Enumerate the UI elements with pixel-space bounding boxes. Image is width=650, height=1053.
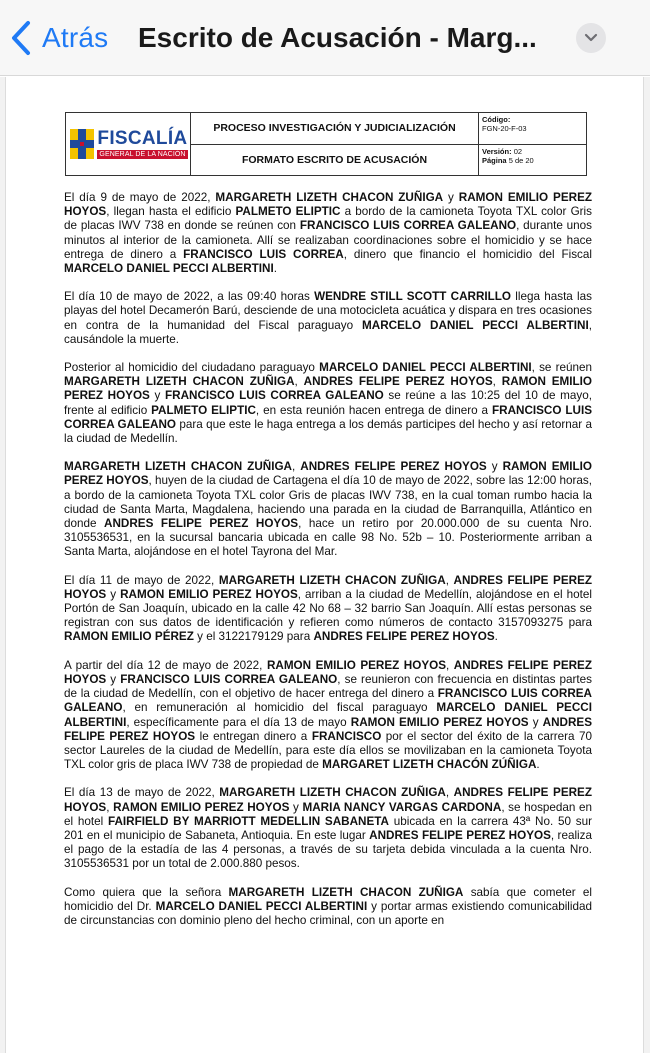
document-body xyxy=(64,191,592,942)
bold-name-text: PALMETO ELIPTIC xyxy=(151,403,256,417)
paragraph-text: por el sector del éxito de la carrera 70 sector Laureles de la ciudad de Medellín, para este día ellos se movilizaban en la camioneta Toyota TXL color gris de placa IWV 738 de propiedad de xyxy=(64,729,592,772)
body-paragraph xyxy=(64,574,592,645)
paragraph-text: a bordo de la camioneta Toyota TXL color Gris de placas IWV 738 en donde se reúnen con xyxy=(64,205,592,233)
body-paragraph xyxy=(64,361,592,446)
bold-name-text: ANDRES FELIPE PEREZ HOYOS xyxy=(313,630,495,644)
paragraph-text: Posterior al homicidio del ciudadano paraguayo xyxy=(64,361,320,375)
bold-name-text: MARCELO DANIEL PECCI ALBERTINI xyxy=(155,899,368,913)
header-title-cell xyxy=(191,113,479,175)
document-title: Escrito de Acusación - Marg... xyxy=(138,22,537,53)
paragraph-text: llega hasta las playas del hotel Decamerón Barú, desciende de una motocicleta acuática y dispara en tres ocasiones en contra de la humanidad del Fiscal paraguayo xyxy=(64,290,592,332)
paragraph-text: , dinero que financio el homicidio del Fiscal xyxy=(343,247,592,261)
bold-name-text: MARCELO DANIEL PECCI ALBERTINI xyxy=(64,262,274,276)
logo-name: FISCALÍA xyxy=(97,128,188,149)
paragraph-text: le entregan dinero a xyxy=(195,729,312,743)
process-title: PROCESO INVESTIGACIÓN Y JUDICIALIZACIÓN xyxy=(213,122,456,135)
body-paragraph xyxy=(64,786,592,871)
bold-name-text: FRANCISCO xyxy=(311,729,382,743)
bold-name-text: MARIA NANCY VARGAS CARDONA xyxy=(302,800,502,814)
paragraph-text: , xyxy=(492,375,502,389)
fiscalia-logo xyxy=(66,113,191,175)
paragraph-text: , se hospedan en el hotel xyxy=(64,800,593,828)
paragraph-text: , xyxy=(446,658,454,672)
bold-name-text: RAMON EMILIO PEREZ HOYOS xyxy=(64,375,593,403)
bold-name-text: RAMON EMILIO PEREZ HOYOS xyxy=(64,191,592,219)
paragraph-text: , huyen de la ciudad de Cartagena el día 10 de mayo de 2022, sobre las 12:00 horas, a bordo de la camioneta Toyota TXL color Gris de placas IWV 738, en la cual toman rumbo hacia la ciudad de Santa Marta, Magdalena, haciendo una parada en la ciudad de Barranquilla, Atlántico en donde xyxy=(64,474,592,531)
paragraph-text: . xyxy=(536,758,540,772)
bold-name-text: PALMETO ELIPTIC xyxy=(235,205,341,219)
paragraph-text: y xyxy=(443,191,459,204)
chevron-left-icon[interactable] xyxy=(10,20,32,56)
paragraph-text: . xyxy=(273,262,277,276)
document-page xyxy=(5,77,644,1053)
logo-subtitle: GENERAL DE LA NACIÓN xyxy=(99,151,186,158)
navigation-bar xyxy=(0,0,650,76)
bold-name-text: RAMON EMILIO PEREZ HOYOS xyxy=(350,715,529,729)
body-paragraph xyxy=(64,460,592,559)
bold-name-text: ANDRES FELIPE PEREZ HOYOS xyxy=(64,715,592,743)
bold-name-text: MARCELO DANIEL PECCI ALBERTINI xyxy=(319,361,532,375)
paragraph-text: y el 3122179129 para xyxy=(193,630,314,644)
bold-name-text: MARGARETH LIZETH CHACON ZUÑIGA xyxy=(215,191,444,204)
coat-of-arms-icon xyxy=(70,129,94,159)
bold-name-text: MARGARETH LIZETH CHACON ZUÑIGA xyxy=(219,786,446,800)
bold-name-text: ANDRES FELIPE PEREZ HOYOS xyxy=(303,375,493,389)
bold-name-text: ANDRES FELIPE PEREZ HOYOS xyxy=(64,658,592,686)
bold-name-text: MARCELO DANIEL PECCI ALBERTINI xyxy=(64,701,592,729)
paragraph-text: , específicamente para el día 13 de mayo xyxy=(126,715,351,729)
document-viewer[interactable] xyxy=(0,77,650,1053)
pagina-label: Página xyxy=(482,155,507,165)
bold-name-text: FRANCISCO LUIS CORREA xyxy=(183,247,344,261)
bold-name-text: MARGARETH LIZETH CHACON ZUÑIGA xyxy=(64,460,292,474)
paragraph-text: El día 13 de mayo de 2022, xyxy=(64,786,220,800)
bold-name-text: RAMON EMILIO PEREZ HOYOS xyxy=(120,587,298,601)
header-meta-cell xyxy=(479,113,586,175)
bold-name-text: ANDRES FELIPE PEREZ HOYOS xyxy=(104,517,299,531)
bold-name-text: ANDRES FELIPE PEREZ HOYOS xyxy=(64,786,592,814)
bold-name-text: ANDRES FELIPE PEREZ HOYOS xyxy=(369,828,551,842)
paragraph-text: y xyxy=(149,389,166,403)
chevron-down-icon[interactable] xyxy=(584,33,598,43)
paragraph-text: , se reúnen xyxy=(531,361,593,375)
paragraph-text: y portar armas existiendo comunicabilidad de circunstancias con dominio pleno del hecho criminal, con un aporte en xyxy=(64,899,592,927)
body-paragraph xyxy=(64,659,592,773)
paragraph-text: , llegan hasta el edificio xyxy=(106,205,236,219)
body-paragraph xyxy=(64,886,592,929)
version-label: Versión: xyxy=(482,146,512,156)
bold-name-text: RAMON EMILIO PEREZ HOYOS xyxy=(113,800,290,814)
paragraph-text: El día 9 de mayo de 2022, xyxy=(64,191,216,204)
format-title: FORMATO ESCRITO DE ACUSACIÓN xyxy=(191,144,478,176)
bold-name-text: RAMON EMILIO PEREZ HOYOS xyxy=(266,658,447,672)
paragraph-text: , xyxy=(106,800,114,814)
bold-name-text: RAMON EMILIO PÉREZ xyxy=(64,630,194,644)
paragraph-text: , hace un retiro por 20.000.000 de su cuenta Nro. 3105536531, en la sucursal bancaria ubicada en calle 98 No. 52b – 10. Posteriormente arriban a Santa Marta, alojándose en el hotel Tayrona del Mar. xyxy=(64,517,593,559)
bold-name-text: FRANCISCO LUIS CORREA GALEANO xyxy=(64,687,592,715)
paragraph-text: y xyxy=(528,715,543,729)
paragraph-text: , en esta reunión hacen entrega de dinero a xyxy=(255,403,492,417)
paragraph-text: , causándole la muerte. xyxy=(64,318,592,346)
paragraph-text: , xyxy=(294,375,304,389)
bold-name-text: MARGARETH LIZETH CHACON ZUÑIGA xyxy=(64,375,295,389)
paragraph-text: El día 10 de mayo de 2022, a las 09:40 horas xyxy=(64,290,315,304)
paragraph-text: para que este le haga entrega a los demás participes del hecho y así retornar a la ciudad de Medellín. xyxy=(64,417,592,446)
bold-name-text: MARGARETH LIZETH CHACON ZUÑIGA xyxy=(228,885,464,899)
bold-name-text: ANDRES FELIPE PEREZ HOYOS xyxy=(300,460,487,474)
bold-name-text: MARGARET LIZETH CHACÓN ZÚÑIGA xyxy=(322,758,537,772)
body-paragraph xyxy=(64,290,592,347)
bold-name-text: FRANCISCO LUIS CORREA GALEANO xyxy=(165,389,384,403)
paragraph-text: , durante unos minutos al interior de la camioneta. Allí se realizaban coordinaciones sobre el homicidio y se hace entrega de dinero a xyxy=(64,219,592,261)
paragraph-text: , xyxy=(445,786,454,800)
paragraph-text: . xyxy=(494,630,498,644)
paragraph-text: y xyxy=(106,672,121,686)
paragraph-text: ubicada en la carrera 43ª No. 50 sur 201 en el municipio de Sabaneta, Antioquia. En este lugar xyxy=(64,814,592,842)
paragraph-text: sabía que cometer el homicidio del Dr. xyxy=(64,885,593,913)
version-field xyxy=(479,144,586,176)
paragraph-text: y xyxy=(289,800,303,814)
bold-name-text: RAMON EMILIO PEREZ HOYOS xyxy=(64,460,593,488)
paragraph-text: , se reunieron con frecuencia en distintas partes de la ciudad de Medellín, con el objetivo de hacer entrega del dinero a xyxy=(64,672,593,701)
back-button[interactable] xyxy=(10,18,108,58)
title-menu-button[interactable] xyxy=(576,23,606,53)
bold-name-text: MARGARETH LIZETH CHACON ZUÑIGA xyxy=(218,573,446,587)
paragraph-text: A partir del día 12 de mayo de 2022, xyxy=(64,658,267,672)
bold-name-text: FRANCISCO LUIS CORREA GALEANO xyxy=(120,672,338,686)
back-label[interactable]: Atrás xyxy=(42,22,109,53)
paragraph-text: Como quiera que la señora xyxy=(64,885,229,899)
document-header-table xyxy=(65,112,587,176)
bold-name-text: FAIRFIELD BY MARRIOTT MEDELLIN SABANETA xyxy=(108,814,389,828)
paragraph-text: y xyxy=(486,460,503,474)
paragraph-text: , realiza el pago de la estadía de las 4 personas, a través de su tarjeta debida vinculada a la cuenta Nro. 3105536531 por un total de 2.000.880 pesos. xyxy=(64,828,592,871)
codigo-field xyxy=(479,113,586,144)
paragraph-text: , xyxy=(445,573,454,587)
bold-name-text: MARCELO DANIEL PECCI ALBERTINI xyxy=(362,318,589,332)
codigo-value: FGN-20-F-03 xyxy=(482,124,527,133)
paragraph-text: El día 11 de mayo de 2022, xyxy=(64,573,219,587)
paragraph-text: se reúne a las 10:25 del 10 de mayo, frente al edificio xyxy=(64,389,592,417)
bold-name-text: ANDRES FELIPE PEREZ HOYOS xyxy=(64,573,592,601)
pagina-value: 5 de 20 xyxy=(508,155,534,165)
body-paragraph xyxy=(64,191,592,276)
codigo-label: Código: xyxy=(482,115,511,124)
paragraph-text: y xyxy=(106,587,121,601)
bold-name-text: FRANCISCO LUIS CORREA GALEANO xyxy=(64,403,592,431)
bold-name-text: WENDRE STILL SCOTT CARRILLO xyxy=(314,290,512,304)
paragraph-text: , xyxy=(291,460,301,474)
bold-name-text: FRANCISCO LUIS CORREA GALEANO xyxy=(299,219,517,233)
paragraph-text: , en remuneración al homicidio del fiscal paraguayo xyxy=(122,701,437,715)
paragraph-text: , arriban a la ciudad de Medellín, alojándose en el hotel Portón de San Joaquín, ubicado en la calle 42 No 68 – 32 barrio San Joaquín. Allí estas personas se registran con sus datos de identificación y refieren como números de contacto 3157093275 para xyxy=(64,587,592,630)
version-value: 02 xyxy=(513,146,523,156)
